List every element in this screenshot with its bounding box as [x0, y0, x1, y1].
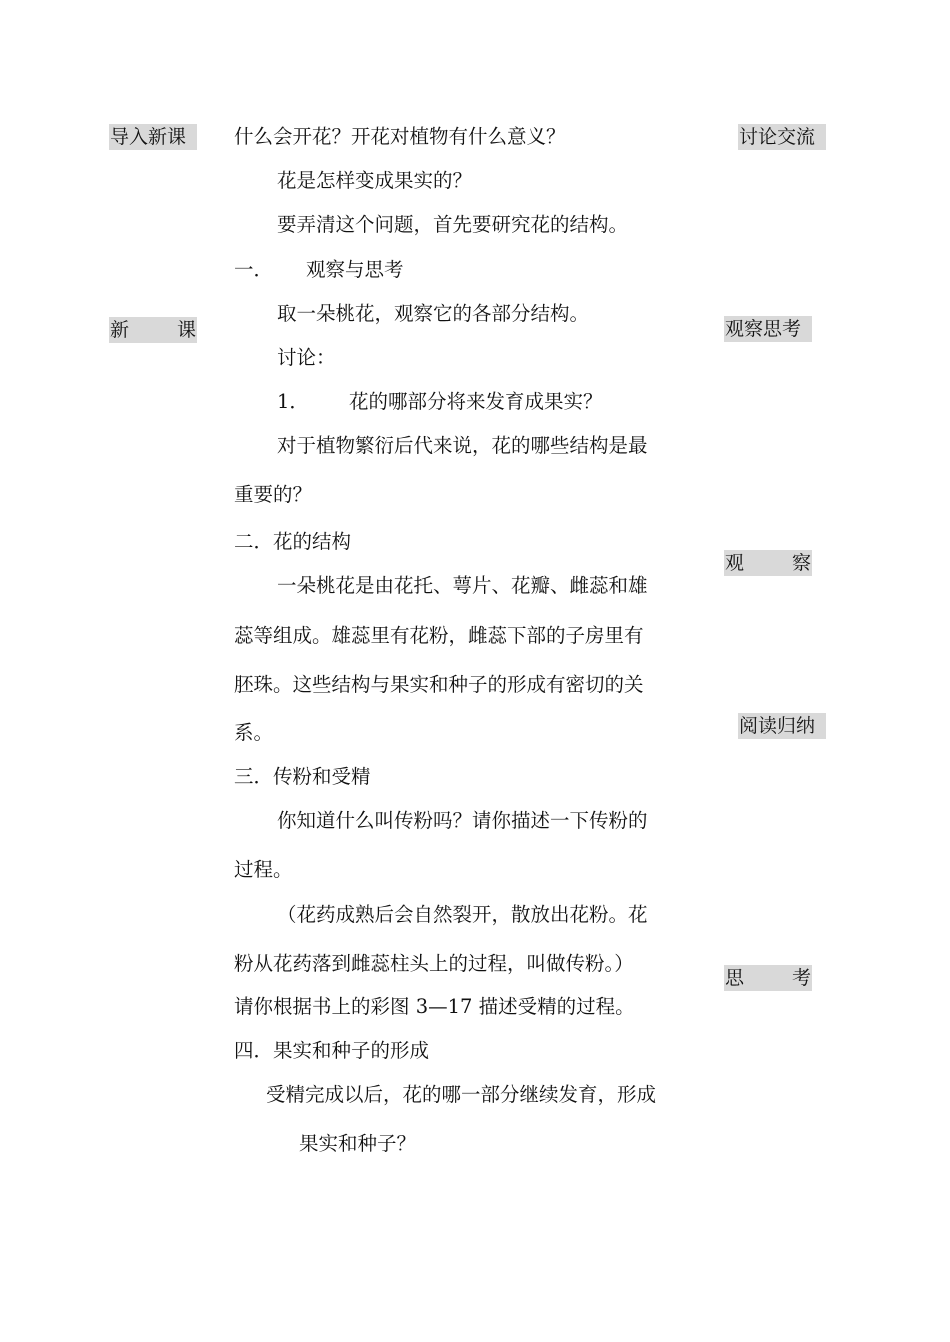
intro-question-3: 要弄清这个问题，首先要研究花的结构。: [277, 213, 629, 236]
section-3-title: 三．传粉和受精: [234, 765, 371, 788]
section-1-question-1-number: 1．: [277, 390, 309, 413]
section-2-paragraph-line-2: 蕊等组成。雄蕊里有花粉，雌蕊下部的子房里有: [234, 624, 644, 647]
section-1-heading: [234, 256, 404, 284]
label-discuss: 讨论交流: [738, 124, 826, 150]
section-3-paragraph-3: 请你根据书上的彩图 3—17 描述受精的过程。: [234, 995, 635, 1018]
label-think-char-1: 思: [725, 967, 745, 989]
section-1-question-2-line-1: 对于植物繁衍后代来说，花的哪些结构是最: [277, 434, 648, 457]
label-read-summarize: 阅读归纳: [738, 713, 826, 739]
label-observe-think: 观察思考: [724, 316, 812, 342]
section-1-title: 观察与思考: [306, 258, 404, 281]
section-2-paragraph-line-1: 一朵桃花是由花托、萼片、花瓣、雌蕊和雄: [277, 574, 648, 597]
intro-question-1: 什么会开花？开花对植物有什么意义？: [234, 125, 566, 148]
label-new-lesson: [109, 317, 197, 343]
section-1-number: 一．: [234, 258, 274, 281]
section-3-paragraph-1-line-2: 过程。: [234, 858, 293, 881]
section-3-paragraph-2-line-2: 粉从花药落到雌蕊柱头上的过程，叫做传粉。）: [234, 952, 634, 975]
section-4-title: 四．果实和种子的形成: [234, 1039, 430, 1062]
section-4-paragraph-line-2: 果实和种子？: [299, 1132, 417, 1155]
section-2-paragraph-line-4: 系。: [234, 721, 274, 744]
section-1-question-1: [277, 388, 603, 416]
label-think: [724, 965, 812, 991]
label-observe-char-2: 察: [791, 552, 811, 574]
label-think-char-2: 考: [791, 967, 811, 989]
section-2-paragraph-line-3: 胚珠。这些结构与果实和种子的形成有密切的关: [234, 673, 644, 696]
section-1-question-2-line-2: 重要的？: [234, 483, 313, 506]
label-intro: 导入新课: [109, 124, 197, 150]
section-1-discussion: 讨论：: [277, 346, 336, 369]
section-4-paragraph-line-1: 受精完成以后，花的哪一部分继续发育，形成: [266, 1083, 657, 1106]
label-observe-char-1: 观: [725, 552, 745, 574]
label-new-lesson-char-2: 课: [176, 319, 196, 341]
intro-question-2: 花是怎样变成果实的？: [277, 169, 473, 192]
section-2-title: 二．花的结构: [234, 530, 352, 553]
section-1-question-1-text: 花的哪部分将来发育成果实？: [349, 390, 603, 413]
section-3-paragraph-2-line-1: （花药成熟后会自然裂开，散放出花粉。花: [277, 903, 648, 926]
section-3-paragraph-1-line-1: 你知道什么叫传粉吗？请你描述一下传粉的: [277, 809, 648, 832]
label-new-lesson-char-1: 新: [110, 319, 130, 341]
label-observe: [724, 550, 812, 576]
section-1-paragraph-1: 取一朵桃花，观察它的各部分结构。: [277, 302, 590, 325]
